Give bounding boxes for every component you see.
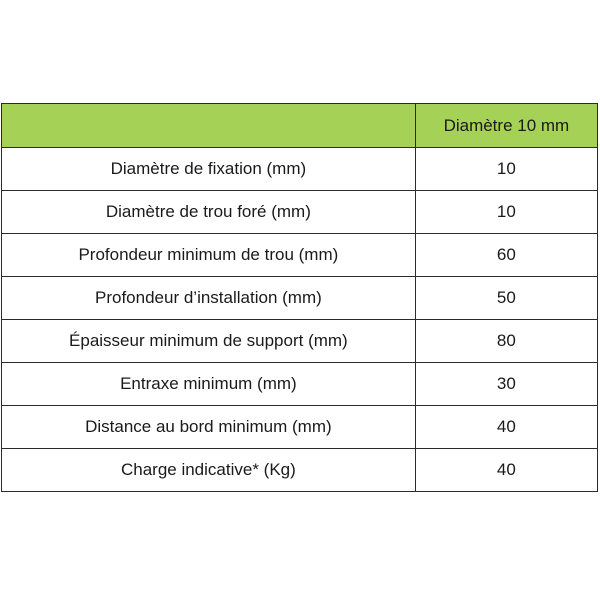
header-corner-cell <box>2 104 416 148</box>
row-value: 10 <box>415 191 597 234</box>
row-value: 50 <box>415 277 597 320</box>
row-value: 10 <box>415 148 597 191</box>
row-label: Épaisseur minimum de support (mm) <box>2 320 416 363</box>
row-value: 60 <box>415 234 597 277</box>
row-label: Profondeur d’installation (mm) <box>2 277 416 320</box>
row-label: Entraxe minimum (mm) <box>2 363 416 406</box>
row-label: Distance au bord minimum (mm) <box>2 406 416 449</box>
column-header-diameter: Diamètre 10 mm <box>415 104 597 148</box>
row-value: 40 <box>415 406 597 449</box>
table-row <box>2 234 598 277</box>
specifications-table <box>1 103 598 492</box>
row-label: Charge indicative* (Kg) <box>2 449 416 492</box>
table-row <box>2 320 598 363</box>
table-row <box>2 363 598 406</box>
row-value: 30 <box>415 363 597 406</box>
table-row <box>2 406 598 449</box>
row-label: Diamètre de trou foré (mm) <box>2 191 416 234</box>
table-row <box>2 449 598 492</box>
table-header-row <box>2 104 598 148</box>
row-label: Profondeur minimum de trou (mm) <box>2 234 416 277</box>
table-row <box>2 148 598 191</box>
row-value: 80 <box>415 320 597 363</box>
row-value: 40 <box>415 449 597 492</box>
table-row <box>2 191 598 234</box>
row-label: Diamètre de fixation (mm) <box>2 148 416 191</box>
table-row <box>2 277 598 320</box>
